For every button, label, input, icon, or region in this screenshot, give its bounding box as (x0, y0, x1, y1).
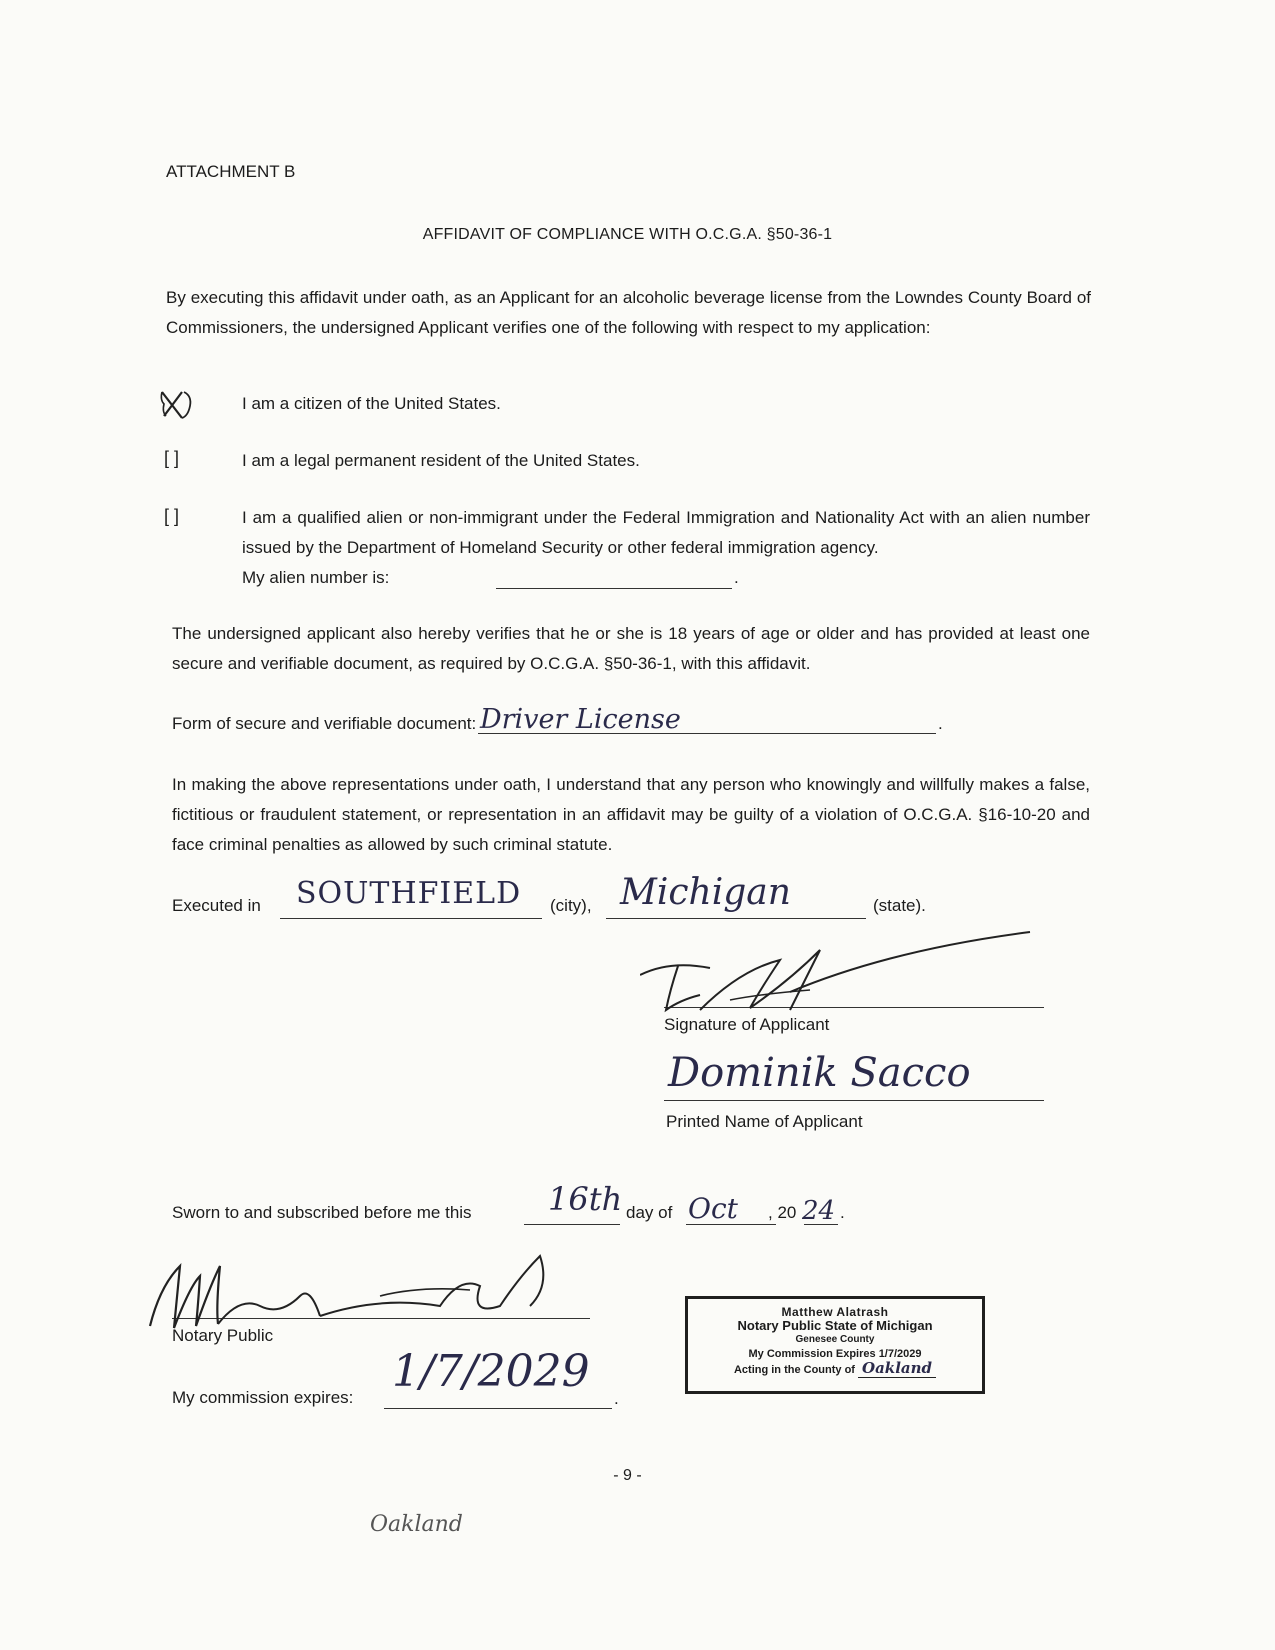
document-form-value: Driver License (480, 704, 681, 735)
city-value: SOUTHFIELD (296, 876, 522, 911)
stamp-county-value: Oakland (858, 1359, 936, 1378)
month-value: Oct (688, 1192, 738, 1225)
alien-number-field[interactable] (496, 588, 732, 589)
attachment-label: ATTACHMENT B (166, 162, 296, 181)
alien-period: . (734, 568, 739, 587)
checkbox-mark-icon (158, 386, 202, 422)
form-period: . (938, 714, 943, 733)
day-field[interactable] (524, 1224, 620, 1225)
option-resident-checkbox[interactable]: [ ] (164, 448, 180, 468)
state-label: (state). (873, 896, 926, 915)
city-field[interactable] (280, 918, 542, 919)
document-form-label: Form of secure and verifiable document: (172, 714, 477, 733)
stray-handwritten-note: Oakland (370, 1512, 463, 1537)
day-value: 16th (548, 1180, 623, 1218)
state-field[interactable] (606, 918, 866, 919)
stamp-county: Genesee County (795, 1334, 875, 1345)
verify-paragraph: The undersigned applicant also hereby verifies that he or she is 18 years of age or older and has provided at least one secure and verifiable document, as required by O.C.G.A. §50-36-1, with this affidavit. (172, 624, 1090, 673)
commission-expires-label: My commission expires: (172, 1388, 354, 1407)
option-resident-text: I am a legal permanent resident of the United States. (242, 451, 640, 470)
day-of-label: day of (626, 1203, 673, 1222)
option-citizen-text: I am a citizen of the United States. (242, 394, 501, 413)
option-alien-checkbox[interactable]: [ ] (164, 506, 180, 526)
sworn-label: Sworn to and subscribed before me this (172, 1203, 472, 1222)
city-label: (city), (550, 896, 592, 915)
stamp-notary-name: Matthew Alatrash (781, 1305, 889, 1319)
printed-name-label: Printed Name of Applicant (666, 1112, 863, 1131)
warning-paragraph: In making the above representations under oath, I understand that any person who knowingly and willfully makes a false, fictitious or fraudulent statement, or representation in an affidavit may be guilty of a violation of O.C.G.A. §16-10-20 and face criminal penalties as allowed by such criminal statute. (172, 775, 1090, 854)
sworn-period: . (840, 1203, 845, 1222)
option-alien-text: I am a qualified alien or non-immigrant under the Federal Immigration and Nationality Act with an alien number issued by the Department of Homeland Security or other federal immigration agency. (242, 508, 1090, 557)
printed-name-value: Dominik Sacco (668, 1050, 971, 1096)
year-value: 24 (802, 1196, 836, 1226)
document-title: AFFIDAVIT OF COMPLIANCE WITH O.C.G.A. §50-36-1 (422, 226, 833, 243)
notary-stamp (685, 1296, 985, 1394)
stamp-commission-expires: My Commission Expires 1/7/2029 (748, 1348, 922, 1360)
printed-name-field[interactable] (664, 1100, 1044, 1101)
signature-of-applicant-label: Signature of Applicant (664, 1015, 830, 1034)
stamp-acting-county: Acting in the County of Oakland (688, 1361, 982, 1377)
intro-paragraph: By executing this affidavit under oath, as an Applicant for an alcoholic beverage license from the Lowndes County Board of Commissioners, the undersigned Applicant verifies one of the following with respect to my application: (166, 288, 1091, 337)
notary-public-label: Notary Public (172, 1326, 274, 1345)
notary-signature-icon (140, 1246, 580, 1336)
commission-expires-value: 1/7/2029 (392, 1346, 590, 1397)
state-value: Michigan (620, 872, 791, 913)
year-prefix: , 20 (768, 1203, 797, 1222)
option-citizen-checkbox[interactable] (158, 386, 202, 422)
commission-expires-field[interactable] (384, 1408, 612, 1409)
stamp-state: Notary Public State of Michigan (737, 1318, 933, 1333)
executed-in-label: Executed in (172, 896, 261, 915)
page-number: - 9 - (613, 1467, 642, 1484)
alien-number-label: My alien number is: (242, 568, 390, 587)
commission-period: . (614, 1389, 619, 1408)
